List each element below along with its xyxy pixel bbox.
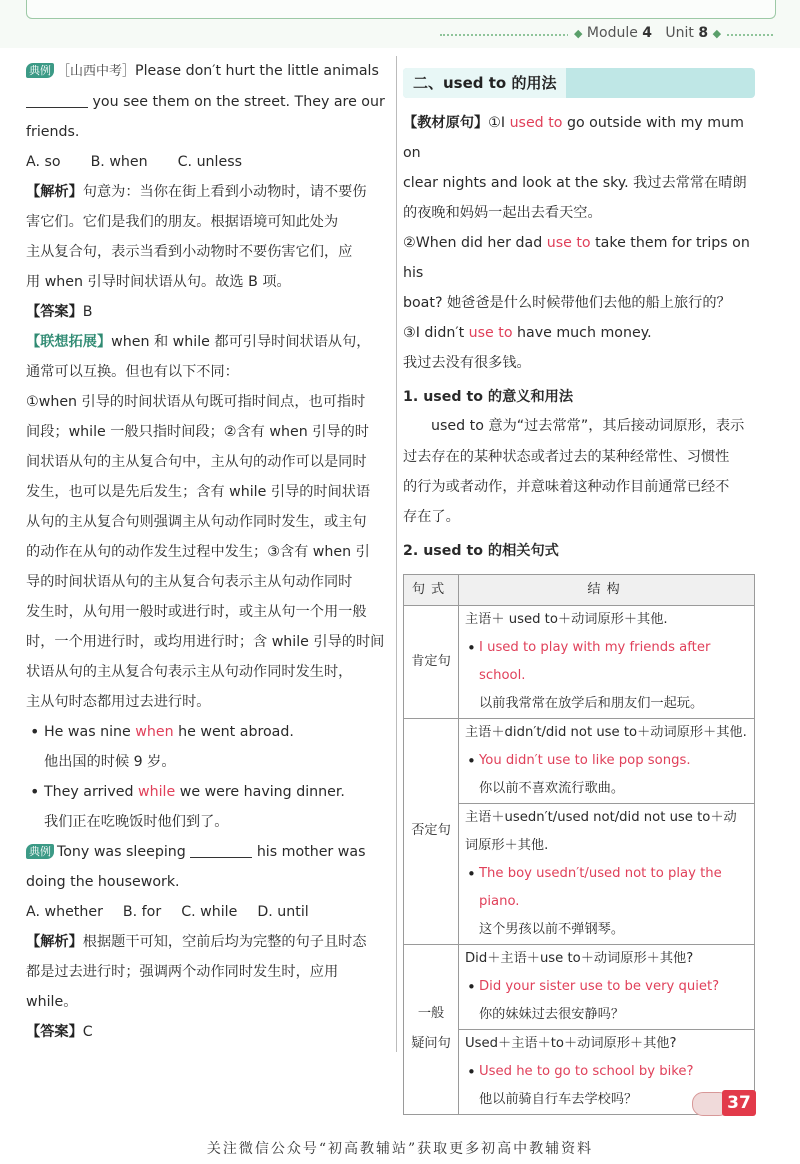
example-tag: 典例 (26, 844, 54, 859)
answer-blank (190, 841, 252, 858)
module-unit-label: ◆ Module 4 Unit 8 ◆ (568, 25, 727, 41)
extension-label: 【联想拓展】 (26, 334, 112, 350)
diamond-icon: ◆ (574, 27, 583, 40)
left-column (26, 56, 392, 1047)
page-number: 37 (722, 1090, 756, 1116)
example-tag: 典例 (26, 63, 54, 78)
analysis-label: 【解析】 (26, 934, 83, 950)
right-column: 二、used to 的用法 【教材原句】①I used to go outside with my mum on clear nights and look at the sky. 我过去常常在晴朗 的夜晚和妈妈一起出去看天空。 ②When did her dad use to take them for trips on his boat? 她爸爸是什么时候带他们去他的船上旅行的？ ③I didn′t use to have much money. 我过去没有很多钱。 1. used to 的意义和用法 used to 意为“过去常常”，其后接动词原形，表示 过去存在的某种状态或者过去的某种经常性、习惯性 的行为或者动作，并意味着这种动作目前通常已经不 存在了。 2. used to 的相关句式 句式 结构 肯定句 主语＋ used to＋动词原形＋其他. • I used to play with my friends after school. 以前我常常在放学后和朋友们一起玩。 否定句 主语＋didn′t/did not use to＋动词原形＋其他. • You didn′t use to like pop songs. 你以前不喜欢流行歌曲。 主语＋usedn′t/used not/did not use to＋动 词原形＋其他. • The boy usedn′t/used not to play the piano. 这个男孩以前不弹钢琴。 一般 疑问句 Did＋主语＋use to＋动词原形＋其他? • Did your sister use to be very quiet? 你的妹妹过去很安静吗？ Used＋主语＋to＋动词原形＋其他? • Used he to go to school by bike? 他以前骑自行车去学校吗？ (403, 56, 755, 1115)
example-1: 典例 ［山西中考］Please don′t hurt the little animals you see them on the street. They are our friends. A. so B. when C. unless 【解析】句意为：当你在街上看到小动物时，请不要伤 害它们。它们是我们的朋友。根据语境可知此处为 主从复合句，表示当看到小动物时不要伤害它们，应 用 when 引导时间状语从句。故选 B 项。 【答案】B (26, 56, 392, 327)
answer-label: 【答案】 (26, 304, 83, 320)
subheading-patterns: 2. used to 的相关句式 (403, 542, 559, 559)
example-2: 典例 Tony was sleeping his mother was doing the housework. A. whether B. for C. while D. until 【解析】根据题干可知，空前后均为完整的句子且时态 都是过去进行时；强调两个动作同时发生时，应用 while。 【答案】C (26, 837, 392, 1047)
options: A. so B. when C. unless (26, 154, 243, 170)
table-row: 肯定句 主语＋ used to＋动词原形＋其他. • I used to play with my friends after school. 以前我常常在放学后和朋友们一起玩。 (404, 605, 755, 718)
extension: 【联想拓展】when 和 while 都可引导时间状语从句， 通常可以互换。但也有以下不同： ①when 引导的时间状语从句既可指时间点，也可指时 间段；while 一般只指时间段；②含有 when 引导的时 间状语从句的主从复合句中，主从句的动作可以是同时 发生，也可以是先后发生；含有 while 引导的时间状语 从句的主从复合句则强调主从句动作同时发生，或主句 的动作在从句的动作发生过程中发生；③含有 when 引 导的时间状语从句的主从复合句表示主从句动作同时 发生时，从句用一般时或进行时，或主从句一个用一般 时，一个用进行时，或均用进行时；含 while 引导的时间 状语从句的主从复合句表示主从句动作同时发生时， 主从句时态都用过去进行时。 • He was nine when he went abroad. 他出国的时候 9 岁。 • They arrived while we were having dinner. 我们正在吃晚饭时他们到了。 (26, 327, 392, 837)
options: A. whether B. for C. while D. until (26, 904, 309, 920)
diamond-icon: ◆ (712, 27, 722, 40)
answer-blank (26, 91, 88, 108)
example-sentence: • They arrived while we were having dinner. (26, 777, 392, 807)
subheading-meaning: 1. used to 的意义和用法 (403, 389, 574, 405)
page-number-badge (692, 1090, 762, 1116)
section-title: 二、used to 的用法 (403, 68, 755, 98)
exam-source: ［山西中考］ (57, 64, 136, 79)
footer-note: 关注微信公众号“初高教辅站”获取更多初高中教辅资料 (206, 1141, 594, 1157)
column-divider (396, 56, 397, 1052)
example-sentence: • He was nine when he went abroad. (26, 717, 392, 747)
answer-label: 【答案】 (26, 1024, 83, 1040)
table-header-type: 句式 (404, 574, 459, 605)
table-row: 一般 疑问句 Did＋主语＋use to＋动词原形＋其他? • Did your sister use to be very quiet? 你的妹妹过去很安静吗？ Used＋主语＋to＋动词原形＋其他? • Used he to go to school by bike? 他以前骑自行车去学校吗？ (404, 944, 755, 1114)
top-frame (26, 0, 776, 19)
table-header-structure: 结构 (459, 574, 755, 605)
textbook-sentence-label: 【教材原句】 (403, 115, 489, 131)
structure-table (403, 574, 755, 1115)
analysis-label: 【解析】 (26, 184, 83, 200)
table-row: 否定句 主语＋didn′t/did not use to＋动词原形＋其他. • You didn′t use to like pop songs. 你以前不喜欢流行歌曲。 主语＋usedn′t/used not/did not use to＋动 词原形＋其他. • The boy usedn′t/used not to play the piano. 这个男孩以前不弹钢琴。 (404, 718, 755, 944)
